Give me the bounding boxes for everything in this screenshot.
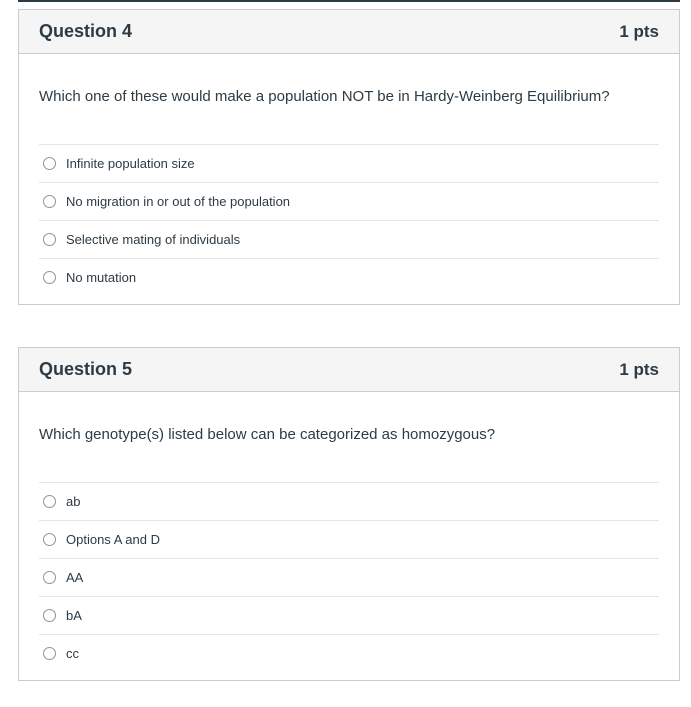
answer-option[interactable]	[39, 635, 659, 672]
answer-label: AA	[66, 570, 84, 585]
radio-button[interactable]	[43, 571, 56, 584]
answer-list	[39, 482, 659, 672]
question-points: 1 pts	[619, 359, 659, 379]
answer-option[interactable]	[39, 521, 659, 559]
radio-button[interactable]	[43, 495, 56, 508]
answer-label: Options A and D	[66, 532, 160, 547]
flag-question-icon[interactable]	[0, 23, 2, 41]
answer-option[interactable]	[39, 483, 659, 521]
question-title: Question 5	[39, 359, 133, 379]
answer-label: cc	[66, 646, 79, 661]
answer-option[interactable]	[39, 559, 659, 597]
answer-label: Selective mating of individuals	[66, 232, 241, 247]
question-4-card	[18, 9, 680, 305]
answer-option[interactable]	[39, 183, 659, 221]
answer-label: Infinite population size	[66, 156, 195, 171]
answer-label: No migration in or out of the population	[66, 194, 291, 209]
question-text: Which genotype(s) listed below can be categorized as homozygous?	[39, 426, 496, 443]
answer-label: No mutation	[66, 270, 137, 285]
radio-button[interactable]	[43, 233, 56, 246]
top-divider	[18, 0, 680, 2]
question-points: 1 pts	[619, 21, 659, 41]
radio-button[interactable]	[43, 647, 56, 660]
radio-button[interactable]	[43, 271, 56, 284]
answer-option[interactable]	[39, 145, 659, 183]
question-header	[19, 348, 679, 392]
flag-question-icon[interactable]	[0, 361, 2, 379]
radio-button[interactable]	[43, 609, 56, 622]
answer-option[interactable]	[39, 597, 659, 635]
question-5-card	[18, 347, 680, 681]
question-title: Question 4	[39, 21, 133, 41]
radio-button[interactable]	[43, 195, 56, 208]
answer-list	[39, 144, 659, 296]
answer-label: bA	[66, 608, 82, 623]
question-text: Which one of these would make a population NOT be in Hardy-Weinberg Equilibrium?	[39, 88, 610, 105]
question-header	[19, 10, 679, 54]
radio-button[interactable]	[43, 533, 56, 546]
answer-option[interactable]	[39, 259, 659, 296]
answer-option[interactable]	[39, 221, 659, 259]
radio-button[interactable]	[43, 157, 56, 170]
answer-label: ab	[66, 494, 81, 509]
